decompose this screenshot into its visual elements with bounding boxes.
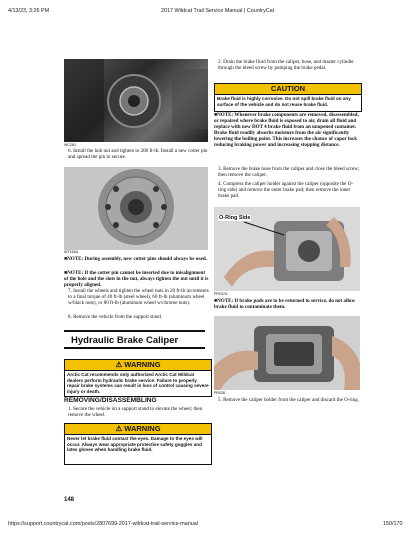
oring-label: O-Ring Side [219, 215, 251, 221]
warning-header-1: ⚠ WARNING [65, 360, 211, 371]
step-8: 8. Remove the vehicle from the support stand. [68, 314, 163, 320]
caution-header: CAUTION [215, 84, 361, 95]
subsection-title: REMOVING/DISASSEMBLING [64, 397, 157, 404]
photo1-caption: WC281 [64, 143, 76, 147]
header-title: 2017 Wildcat Trail Service Manual | CountryCat [161, 8, 275, 14]
step-4: 4. Compress the caliper holder against the caliper (opposite the O-ring side) and remove the outer brake pad; then remove the inner brake pad. [218, 181, 354, 200]
step-7: 7. Install the wheels and tighten the wheel nuts in 20 ft-lb increments to a final torque of 40 ft-lb (steel wheel), 60 ft-lb (aluminum wheel w/black nuts), or 80 ft-lb (aluminum wheel w/chrome nuts). [68, 288, 209, 307]
step-3: 3. Remove the brake hose from the caliper and close the bleed screw; then remove the caliper. [218, 166, 360, 179]
footer-page-count: 150/170 [383, 521, 403, 527]
photo3-caption: PR037A [214, 292, 228, 296]
warning-box-1 [64, 359, 212, 397]
header-datetime: 4/13/23, 3:26 PM [8, 8, 50, 14]
step-1: 1. Secure the vehicle on a support stand to elevate the wheel; then remove the wheel. [68, 406, 203, 419]
step-5: 5. Remove the caliper holder from the caliper and discard the O-ring. [218, 397, 360, 403]
photo-hub-nut [64, 167, 208, 250]
step-6: 6. Install the hub nut and tighten to 200 ft-lb. Install a new cotter pin and spread the pin to secure. [68, 148, 208, 161]
caution-body: Brake fluid is highly corrosive. Do not spill brake fluid on any surface of the vehicle and do not reuse brake fluid. [217, 96, 351, 107]
section-title: Hydraulic Brake Caliper [64, 330, 205, 349]
warning-box-2 [64, 423, 212, 465]
warning-body-1: Arctic Cat recommends only authorized Arctic Cat Wildcat dealers perform hydraulic brake service. Failure to properly repair brake systems can result in loss of control causing severe injury or death. [67, 372, 209, 394]
hub-nut-illustration [64, 167, 208, 250]
photo-caliper-holder [214, 316, 360, 390]
warning-body-2: Never let brake fluid contact the eyes. Damage to the eyes will occur. Always wear appropriate protective safety goggles and latex gloves when handling brake fluid. [67, 436, 203, 453]
note-3: ■NOTE: Whenever brake components are removed, disassembled, or repaired where brake fluid is exposed to air, drain all fluid and replace with new DOT 4 brake fluid from an unopened container. Brake fluid readily absorbs moisture from the air significantly lowering the boiling point. This increases the chance of vapor lock reducing braking power and increasing stopping distance. [214, 112, 359, 149]
step-2: 2. Drain the brake fluid from the caliper, hose, and master cylinder through the bleed screw by pumping the brake pedal. [218, 59, 354, 72]
photo4-caption: PR038 [214, 391, 225, 395]
caliper-holder-illustration [214, 316, 360, 390]
footer-url[interactable]: https://support.countrycat.com/posts/2807699-2017-wildcat-trail-service-manual [8, 521, 198, 527]
note-1: ■NOTE: During assembly, new cotter pins should always be used. [64, 256, 207, 262]
warning-header-2: ⚠ WARNING [65, 424, 211, 435]
note-4: ■NOTE: If brake pads are to be returned to service, do not allow brake fluid to contaminate them. [214, 298, 356, 311]
note-2: ■NOTE: If the cotter pin cannot be inserted due to misalignment of the hole and the slots in the nut, always tighten the nut until it is properly aligned. [64, 270, 209, 289]
photo-hub-assembly [64, 59, 208, 142]
page-number: 148 [64, 497, 75, 503]
photo-caliper-oring [214, 207, 360, 291]
hub-illustration [64, 59, 208, 142]
photo2-caption: WT164A [64, 250, 78, 254]
caution-box [214, 83, 362, 112]
